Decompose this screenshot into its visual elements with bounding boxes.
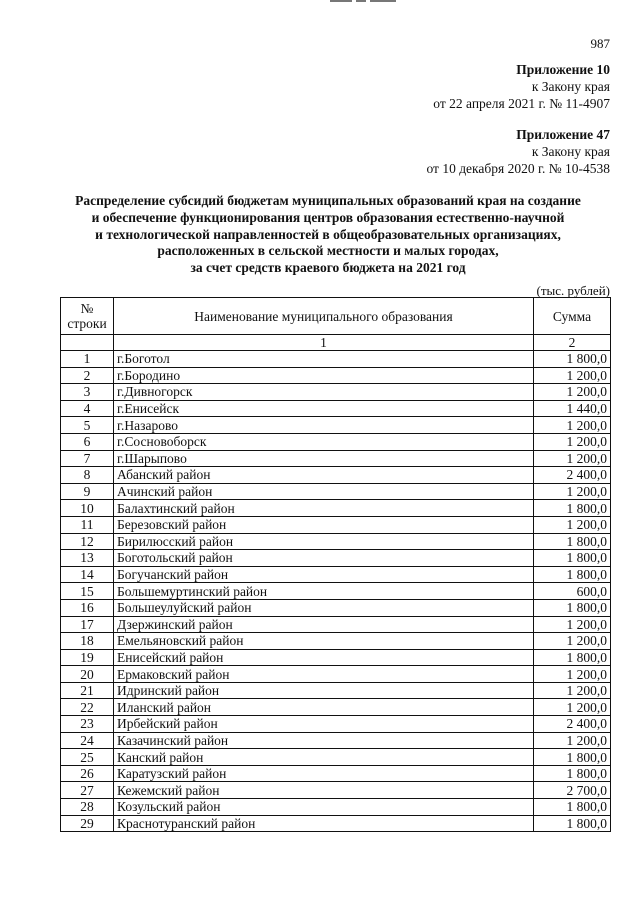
table-row: [61, 417, 611, 434]
sum-cell: 600,0: [534, 583, 611, 600]
municipality-cell: Ачинский район: [114, 483, 534, 500]
row-number-cell: 9: [61, 483, 114, 500]
table-row: [61, 367, 611, 384]
sum-cell: 1 800,0: [534, 533, 611, 550]
header-sum: Сумма: [534, 298, 611, 335]
municipality-cell: Канский район: [114, 749, 534, 766]
row-number-cell: 3: [61, 384, 114, 401]
municipality-cell: Идринский район: [114, 682, 534, 699]
municipality-cell: Козульский район: [114, 799, 534, 816]
sum-cell: 1 800,0: [534, 351, 611, 368]
table-row: [61, 633, 611, 650]
appendix-date: от 22 апреля 2021 г. № 11-4907: [433, 96, 610, 111]
table-row: [61, 749, 611, 766]
sum-cell: 1 800,0: [534, 799, 611, 816]
municipality-cell: Кежемский район: [114, 782, 534, 799]
title-line: расположенных в сельской местности и малых городах,: [157, 243, 499, 259]
row-number-cell: 4: [61, 400, 114, 417]
row-number-cell: 14: [61, 566, 114, 583]
municipality-cell: г.Дивногорск: [114, 384, 534, 401]
header-municipality: Наименование муниципального образования: [114, 298, 534, 335]
sum-cell: 1 800,0: [534, 500, 611, 517]
row-number-cell: 12: [61, 533, 114, 550]
table-row: [61, 765, 611, 782]
table-row: [61, 566, 611, 583]
row-number-cell: 22: [61, 699, 114, 716]
sum-cell: 1 800,0: [534, 815, 611, 832]
municipality-cell: Бирилюсский район: [114, 533, 534, 550]
sum-cell: 1 800,0: [534, 749, 611, 766]
sum-cell: 1 440,0: [534, 400, 611, 417]
row-number-cell: 8: [61, 467, 114, 484]
row-number-cell: 18: [61, 633, 114, 650]
units-label: (тыс. рублей): [536, 283, 610, 298]
appendix-header-original: [426, 126, 610, 177]
sum-cell: 1 200,0: [534, 699, 611, 716]
municipality-cell: Балахтинский район: [114, 500, 534, 517]
document-title: [40, 193, 616, 277]
appendix-header-current: [433, 61, 610, 112]
row-number-cell: 21: [61, 682, 114, 699]
row-number-cell: 27: [61, 782, 114, 799]
municipality-cell: г.Боготол: [114, 351, 534, 368]
row-number-cell: 26: [61, 765, 114, 782]
appendix-law: к Закону края: [531, 144, 610, 159]
sum-cell: 1 200,0: [534, 666, 611, 683]
title-line: и обеспечение функционирования центров образования естественно-научной: [91, 209, 565, 225]
sum-cell: 1 800,0: [534, 649, 611, 666]
table-row: [61, 583, 611, 600]
sum-cell: 2 400,0: [534, 467, 611, 484]
sum-cell: 1 800,0: [534, 765, 611, 782]
table-row: [61, 433, 611, 450]
sum-cell: 1 800,0: [534, 550, 611, 567]
table-row: [61, 550, 611, 567]
sum-cell: 1 200,0: [534, 516, 611, 533]
row-number-cell: 7: [61, 450, 114, 467]
table-header-row: [61, 298, 611, 335]
table-index-row: [61, 335, 611, 351]
index-cell: 1: [114, 335, 534, 351]
table-row: [61, 682, 611, 699]
table-row: [61, 351, 611, 368]
table-row: [61, 483, 611, 500]
title-line: и технологической направленностей в общеобразовательных организациях,: [95, 226, 561, 242]
header-row-number: № строки: [61, 298, 114, 335]
table-row: [61, 400, 611, 417]
row-number-cell: 23: [61, 716, 114, 733]
sum-cell: 1 800,0: [534, 566, 611, 583]
municipality-cell: Боготольский район: [114, 550, 534, 567]
sum-cell: 1 200,0: [534, 633, 611, 650]
municipality-cell: Каратузский район: [114, 765, 534, 782]
appendix-date: от 10 декабря 2020 г. № 10-4538: [426, 161, 610, 176]
row-number-cell: 6: [61, 433, 114, 450]
appendix-title: Приложение 47: [516, 127, 610, 142]
sum-cell: 1 200,0: [534, 417, 611, 434]
sum-cell: 1 200,0: [534, 732, 611, 749]
title-line: Распределение субсидий бюджетам муниципальных образований края на создание: [75, 193, 581, 208]
table-row: [61, 516, 611, 533]
row-number-cell: 13: [61, 550, 114, 567]
row-number-cell: 19: [61, 649, 114, 666]
row-number-cell: 20: [61, 666, 114, 683]
row-number-cell: 25: [61, 749, 114, 766]
page-number: 987: [590, 36, 610, 51]
table-row: [61, 699, 611, 716]
table-row: [61, 450, 611, 467]
row-number-cell: 16: [61, 599, 114, 616]
row-number-cell: 24: [61, 732, 114, 749]
table-row: [61, 649, 611, 666]
municipality-cell: Енисейский район: [114, 649, 534, 666]
municipality-cell: Дзержинский район: [114, 616, 534, 633]
table-row: [61, 384, 611, 401]
municipality-cell: г.Сосновоборск: [114, 433, 534, 450]
municipality-cell: г.Назарово: [114, 417, 534, 434]
appendix-law: к Закону края: [531, 79, 610, 94]
appendix-title: Приложение 10: [516, 62, 610, 77]
row-number-cell: 17: [61, 616, 114, 633]
sum-cell: 1 200,0: [534, 433, 611, 450]
sum-cell: 1 800,0: [534, 599, 611, 616]
municipality-cell: Ермаковский район: [114, 666, 534, 683]
sum-cell: 2 700,0: [534, 782, 611, 799]
sum-cell: 1 200,0: [534, 682, 611, 699]
scan-artifact: [330, 0, 400, 3]
row-number-cell: 2: [61, 367, 114, 384]
sum-cell: 2 400,0: [534, 716, 611, 733]
title-line: за счет средств краевого бюджета на 2021 год: [190, 260, 466, 276]
municipality-cell: г.Шарыпово: [114, 450, 534, 467]
table-row: [61, 716, 611, 733]
municipality-cell: г.Енисейск: [114, 400, 534, 417]
table-row: [61, 815, 611, 832]
table-row: [61, 599, 611, 616]
municipality-cell: Большеулуйский район: [114, 599, 534, 616]
municipality-cell: Ирбейский район: [114, 716, 534, 733]
table-row: [61, 782, 611, 799]
table-row: [61, 799, 611, 816]
sum-cell: 1 200,0: [534, 616, 611, 633]
municipality-cell: Краснотуранский район: [114, 815, 534, 832]
index-cell: 2: [534, 335, 611, 351]
row-number-cell: 1: [61, 351, 114, 368]
subsidy-table: [60, 297, 611, 832]
table-row: [61, 616, 611, 633]
row-number-cell: 29: [61, 815, 114, 832]
row-number-cell: 5: [61, 417, 114, 434]
row-number-cell: 10: [61, 500, 114, 517]
municipality-cell: Абанский район: [114, 467, 534, 484]
municipality-cell: Емельяновский район: [114, 633, 534, 650]
sum-cell: 1 200,0: [534, 384, 611, 401]
sum-cell: 1 200,0: [534, 367, 611, 384]
municipality-cell: Большемуртинский район: [114, 583, 534, 600]
row-number-cell: 28: [61, 799, 114, 816]
table-row: [61, 732, 611, 749]
row-number-cell: 15: [61, 583, 114, 600]
table-row: [61, 500, 611, 517]
table-row: [61, 467, 611, 484]
municipality-cell: Казачинский район: [114, 732, 534, 749]
municipality-cell: Богучанский район: [114, 566, 534, 583]
sum-cell: 1 200,0: [534, 483, 611, 500]
row-number-cell: 11: [61, 516, 114, 533]
sum-cell: 1 200,0: [534, 450, 611, 467]
table-row: [61, 533, 611, 550]
index-cell: [61, 335, 114, 351]
municipality-cell: г.Бородино: [114, 367, 534, 384]
municipality-cell: Березовский район: [114, 516, 534, 533]
table-row: [61, 666, 611, 683]
municipality-cell: Иланский район: [114, 699, 534, 716]
